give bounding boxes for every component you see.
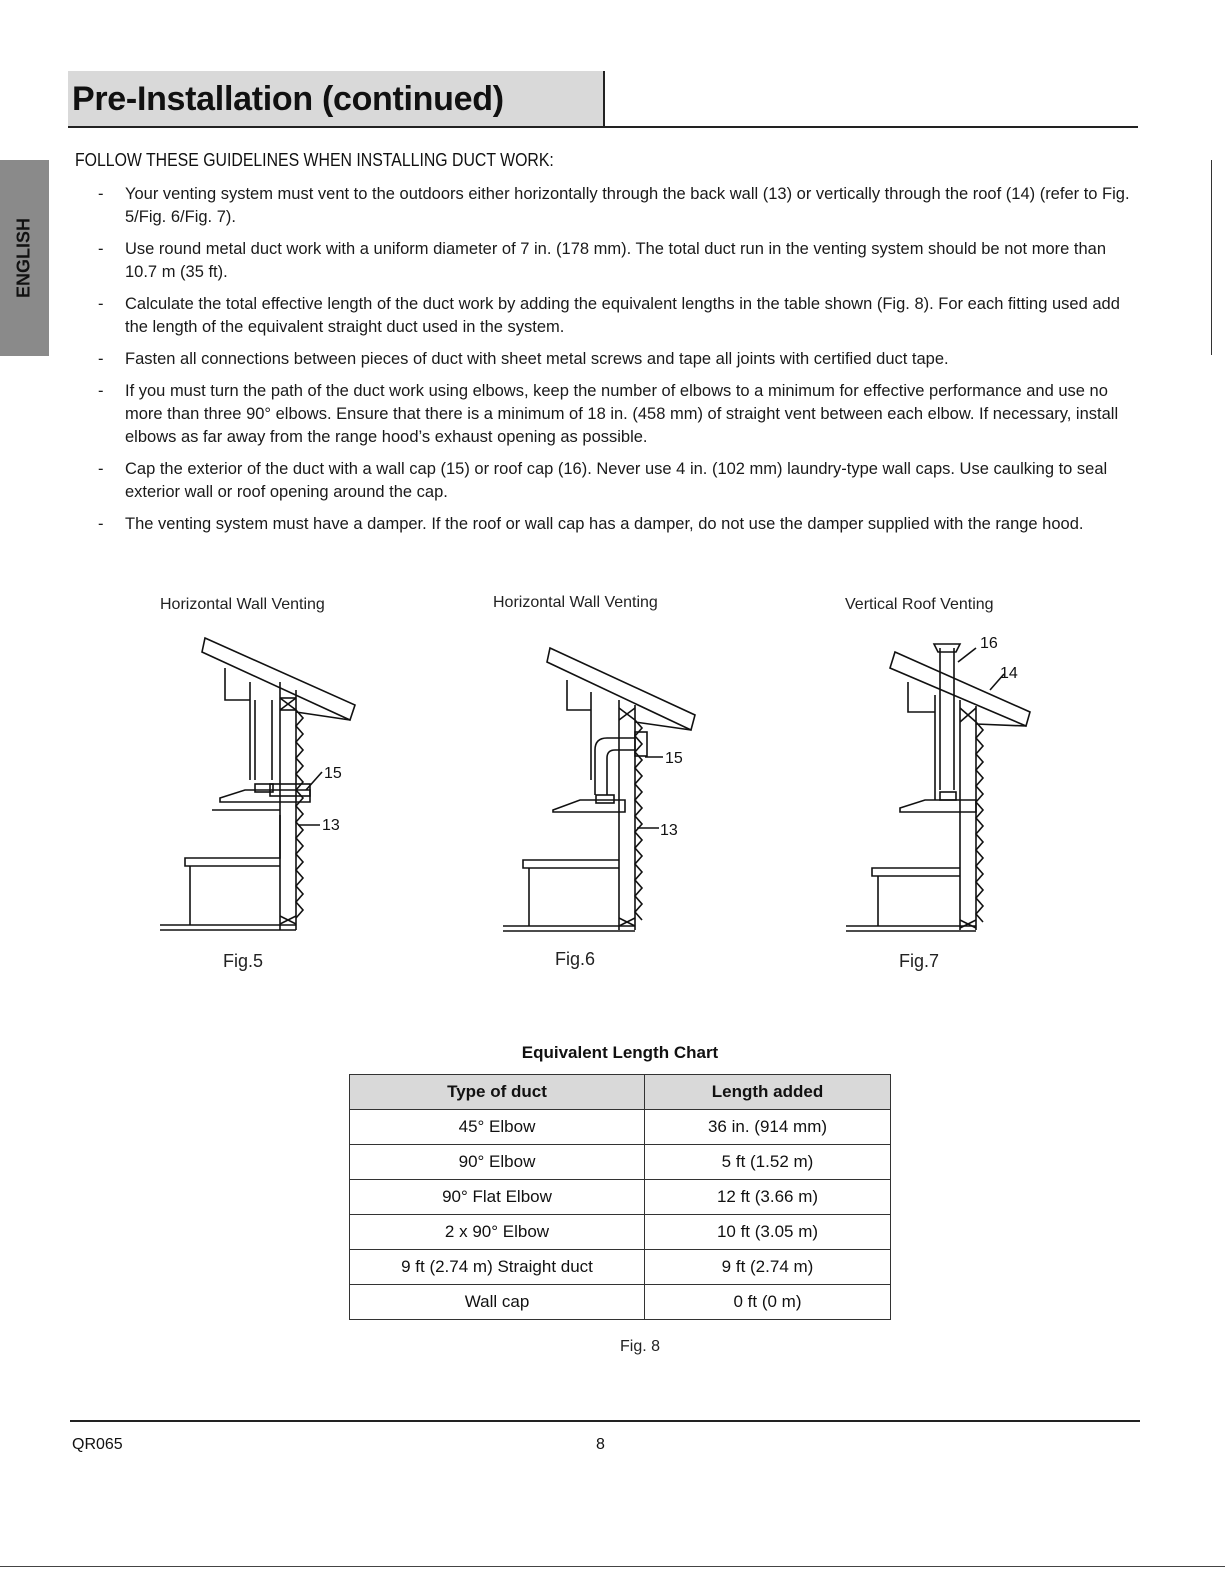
fig5-label: Fig.5 bbox=[223, 951, 264, 971]
table-cell: 5 ft (1.52 m) bbox=[645, 1145, 891, 1180]
fig7-callout-14: 14 bbox=[1000, 665, 1018, 682]
bullet-dash: - bbox=[98, 185, 104, 203]
table-cell: 12 ft (3.66 m) bbox=[645, 1180, 891, 1215]
bullet-text: Calculate the total effective length of the duct work by adding the equivalent lengths in the table shown (Fig. 8). For each fitting used add the length of the equivalent straight duct used in the system. bbox=[125, 295, 1120, 336]
footer-rule bbox=[70, 1420, 1140, 1422]
bullet-dash: - bbox=[98, 460, 104, 478]
list-item bbox=[95, 458, 1140, 504]
bullet-text: If you must turn the path of the duct work using elbows, keep the number of elbows to a minimum for effective performance and use no more than three 90° elbows. Ensure that there is a minimum of 18 in. (458 mm) of straight vent between each elbow. If necessary, install elbows as far away from the range hood’s exhaust opening as possible. bbox=[125, 382, 1119, 446]
page-edge-line bbox=[1211, 160, 1212, 355]
bullet-dash: - bbox=[98, 240, 104, 258]
bullet-text: Use round metal duct work with a uniform diameter of 7 in. (178 mm). The total duct run in the venting system should be not more than 10.7 m (35 ft). bbox=[125, 240, 1107, 281]
bottom-rule bbox=[0, 1566, 1225, 1567]
list-item bbox=[95, 348, 1140, 371]
list-item bbox=[95, 380, 1140, 449]
table-cell: 2 x 90° Elbow bbox=[350, 1215, 645, 1250]
fig7-diagram bbox=[840, 630, 1070, 940]
bullet-dash: - bbox=[98, 515, 104, 533]
table-title: Equivalent Length Chart bbox=[521, 1043, 719, 1062]
bullet-text: The venting system must have a damper. If the roof or wall cap has a damper, do not use the damper supplied with the range hood. bbox=[125, 515, 1084, 533]
table-row bbox=[350, 1250, 891, 1285]
table-cell: 90° Flat Elbow bbox=[350, 1180, 645, 1215]
table-row bbox=[350, 1110, 891, 1145]
fig5-diagram bbox=[150, 620, 380, 940]
section-heading: FOLLOW THESE GUIDELINES WHEN INSTALLING DUCT WORK: bbox=[75, 150, 554, 170]
fig6-title: Horizontal Wall Venting bbox=[493, 594, 658, 611]
table-cell: 10 ft (3.05 m) bbox=[645, 1215, 891, 1250]
equivalent-length-table bbox=[349, 1074, 891, 1320]
column-header-type: Type of duct bbox=[350, 1075, 645, 1110]
table-row bbox=[350, 1215, 891, 1250]
table-cell: 90° Elbow bbox=[350, 1145, 645, 1180]
table-cell: 36 in. (914 mm) bbox=[645, 1110, 891, 1145]
fig6-callout-15: 15 bbox=[665, 750, 683, 767]
column-header-length: Length added bbox=[645, 1075, 891, 1110]
table-caption: Fig. 8 bbox=[619, 1338, 660, 1355]
title-rule bbox=[68, 126, 1138, 128]
list-item bbox=[95, 238, 1140, 284]
table-cell: 0 ft (0 m) bbox=[645, 1285, 891, 1320]
fig6-callout-13: 13 bbox=[660, 822, 678, 839]
page-number: 8 bbox=[596, 1436, 605, 1453]
table-row bbox=[350, 1285, 891, 1320]
list-item bbox=[95, 183, 1140, 229]
model-number: QR065 bbox=[72, 1436, 123, 1453]
table-header-row bbox=[350, 1075, 891, 1110]
fig7-label: Fig.7 bbox=[899, 951, 940, 971]
bullet-dash: - bbox=[98, 350, 104, 368]
bullet-text: Cap the exterior of the duct with a wall cap (15) or roof cap (16). Never use 4 in. (102 mm) laundry-type wall caps. Use caulking to seal exterior wall or roof opening around the cap. bbox=[125, 460, 1108, 501]
list-item bbox=[95, 293, 1140, 339]
bullet-text: Fasten all connections between pieces of duct with sheet metal screws and tape all joints with certified duct tape. bbox=[125, 350, 949, 368]
fig6-label: Fig.6 bbox=[555, 949, 596, 969]
table-row bbox=[350, 1180, 891, 1215]
fig5-callout-13: 13 bbox=[322, 817, 340, 834]
fig5-title: Horizontal Wall Venting bbox=[160, 596, 325, 613]
table-cell: 9 ft (2.74 m) bbox=[645, 1250, 891, 1285]
fig6-diagram bbox=[495, 640, 725, 940]
fig5-callout-15: 15 bbox=[324, 765, 342, 782]
fig7-callout-16: 16 bbox=[980, 635, 998, 652]
table-cell: Wall cap bbox=[350, 1285, 645, 1320]
bullet-dash: - bbox=[98, 295, 104, 313]
list-item bbox=[95, 513, 1140, 536]
guidelines-list bbox=[95, 183, 1140, 545]
page-title: Pre-Installation (continued) bbox=[72, 80, 504, 118]
table-cell: 9 ft (2.74 m) Straight duct bbox=[350, 1250, 645, 1285]
language-tab-label: ENGLISH bbox=[13, 217, 34, 299]
fig7-title: Vertical Roof Venting bbox=[845, 596, 994, 613]
table-cell: 45° Elbow bbox=[350, 1110, 645, 1145]
bullet-text: Your venting system must vent to the outdoors either horizontally through the back wall (13) or vertically through the roof (14) (refer to Fig. 5/Fig. 6/Fig. 7). bbox=[125, 185, 1130, 226]
table-row bbox=[350, 1145, 891, 1180]
bullet-dash: - bbox=[98, 382, 104, 400]
